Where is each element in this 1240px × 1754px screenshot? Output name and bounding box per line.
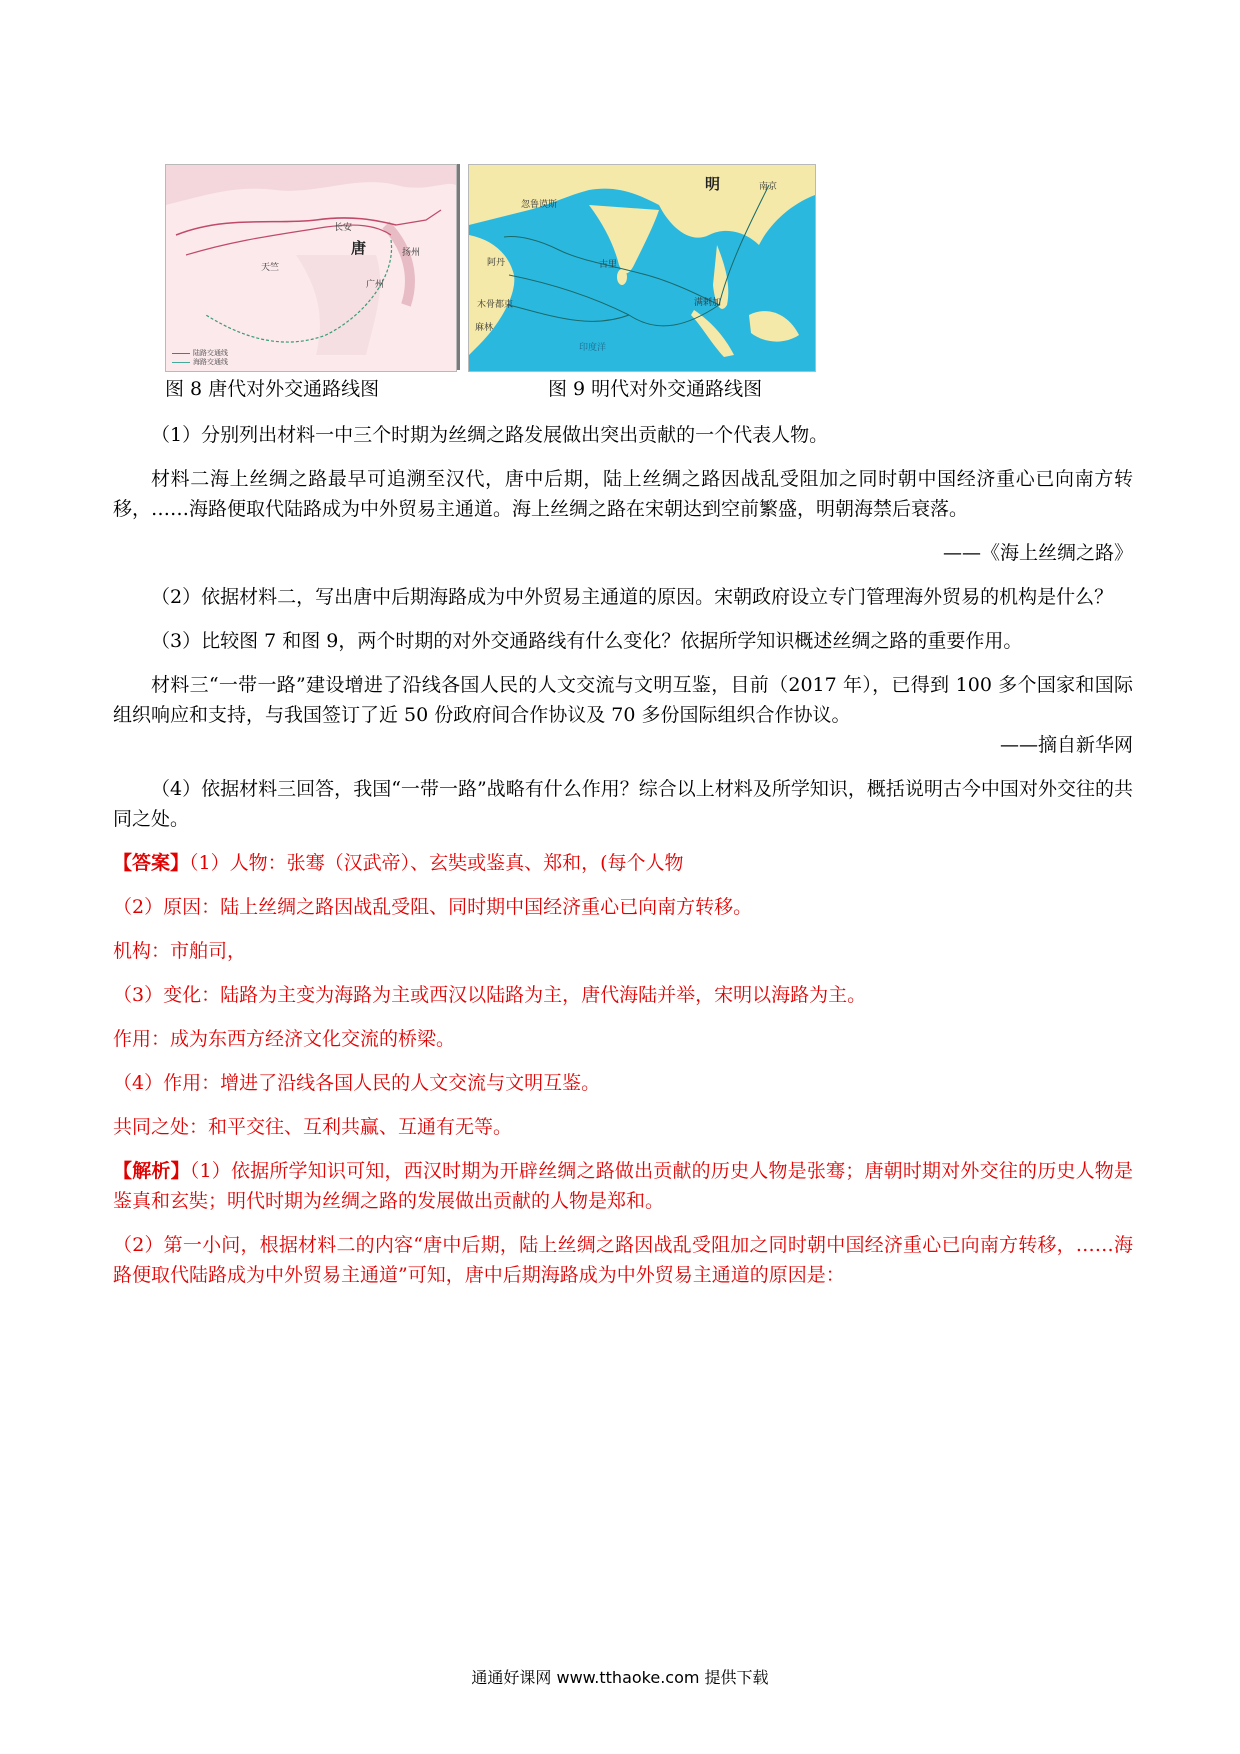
material-3: 材料三“一带一路”建设增进了沿线各国人民的人文交流与文明互鉴，目前（2017 年），已得到 100 多个国家和国际组织响应和支持，与我国签订了近 50 份政府间合作协议及 70 多份国际组织合作协议。	[113, 674, 1133, 726]
map-label-tianzhu: 天竺	[261, 263, 280, 273]
source-material-2: ——《海上丝绸之路》	[942, 542, 1133, 564]
question-3: （3）比较图 7 和图 9，两个时期的对外交通路线有什么变化？依据所学知识概述丝绸之路的重要作用。	[151, 630, 1023, 652]
map-label-nanjing: 南京	[759, 182, 778, 192]
map-label-yangzhou: 扬州	[402, 248, 421, 258]
map-label-mogadishu: 木骨都束	[477, 300, 514, 310]
analysis-line-2: （2）第一小问，根据材料二的内容“唐中后期，陆上丝绸之路因战乱受阻加之同时朝中国经济重心已向南方转移，……海路便取代陆路成为中外贸易主通道”可知，唐中后期海路成为中外贸易主通道的原因是：	[113, 1234, 1133, 1286]
tang-routes-map	[165, 164, 457, 372]
analysis-line-1	[113, 1156, 1133, 1216]
tang-map-graphic	[166, 165, 456, 371]
map-label-changan: 长安	[334, 223, 353, 233]
answer-line-2: （2）原因：陆上丝绸之路因战乱受阻、同时期中国经济重心已向南方转移。	[113, 896, 753, 918]
map-label-hormuz: 忽鲁谟斯	[521, 200, 558, 210]
figure-divider	[457, 164, 460, 370]
map-legend	[172, 349, 228, 367]
document-body	[113, 420, 1133, 1290]
question-1: （1）分别列出材料一中三个时期为丝绸之路发展做出突出贡献的一个代表人物。	[151, 424, 829, 446]
figure-9-caption: 图 9 明代对外交通路线图	[548, 378, 763, 400]
answer-line-5: 作用：成为东西方经济文化交流的桥梁。	[113, 1028, 456, 1050]
legend-land-route: 陆路交通线	[193, 349, 228, 357]
page-footer: 通通好课网 www.tthaoke.com 提供下载	[471, 1668, 769, 1687]
map-label-guangzhou: 广州	[366, 280, 385, 290]
question-2: （2）依据材料二，写出唐中后期海路成为中外贸易主通道的原因。宋朝政府设立专门管理海外贸易的机构是什么？	[151, 586, 1114, 608]
map-label-tang: 唐	[351, 239, 367, 257]
question-4: （4）依据材料三回答，我国“一带一路”战略有什么作用？综合以上材料及所学知识，概括说明古今中国对外交往的共同之处。	[113, 778, 1133, 830]
answer-tag: 【答案】	[113, 852, 190, 874]
ming-routes-map	[468, 164, 816, 372]
figures-row	[165, 164, 815, 404]
map-label-malacca: 满剌加	[694, 298, 722, 308]
map-label-ming: 明	[705, 175, 721, 193]
source-material-3: ——摘自新华网	[999, 734, 1133, 756]
analysis-text-1: （1）依据所学知识可知，西汉时期为开辟丝绸之路做出贡献的历史人物是张骞；唐朝时期对外交往的历史人物是鉴真和玄奘；明代时期为丝绸之路的发展做出贡献的人物是郑和。	[113, 1160, 1133, 1212]
figure-9	[468, 164, 816, 400]
map-label-malin: 麻林	[475, 323, 494, 333]
answer-line-4: （3）变化：陆路为主变为海路为主或西汉以陆路为主，唐代海陆并举，宋明以海路为主。	[113, 984, 867, 1006]
sea-route-swatch	[172, 362, 190, 363]
map-label-guli: 古里	[599, 260, 618, 270]
land-route-swatch	[172, 353, 190, 354]
answer-line-1	[113, 848, 1133, 878]
answer-line-6: （4）作用：增进了沿线各国人民的人文交流与文明互鉴。	[113, 1072, 601, 1094]
answer-text-1: （1）人物：张骞（汉武帝）、玄奘或鉴真、郑和，(每个人物	[189, 852, 684, 874]
ming-map-graphic	[469, 165, 815, 371]
figure-8-caption: 图 8 唐代对外交通路线图	[165, 378, 380, 400]
analysis-tag: 【解析】	[113, 1160, 190, 1182]
material-2: 材料二海上丝绸之路最早可追溯至汉代，唐中后期，陆上丝绸之路因战乱受阻加之同时朝中国经济重心已向南方转移，……海路便取代陆路成为中外贸易主通道。海上丝绸之路在宋朝达到空前繁盛，明朝海禁后衰落。	[113, 468, 1133, 520]
legend-sea-route: 海路交通线	[193, 358, 228, 366]
map-label-indian-ocean: 印度洋	[579, 343, 607, 353]
map-label-aden: 阿丹	[487, 258, 506, 268]
answer-line-7: 共同之处：和平交往、互利共赢、互通有无等。	[113, 1116, 513, 1138]
figure-8	[165, 164, 457, 400]
answer-line-3: 机构：市舶司，	[113, 940, 247, 962]
